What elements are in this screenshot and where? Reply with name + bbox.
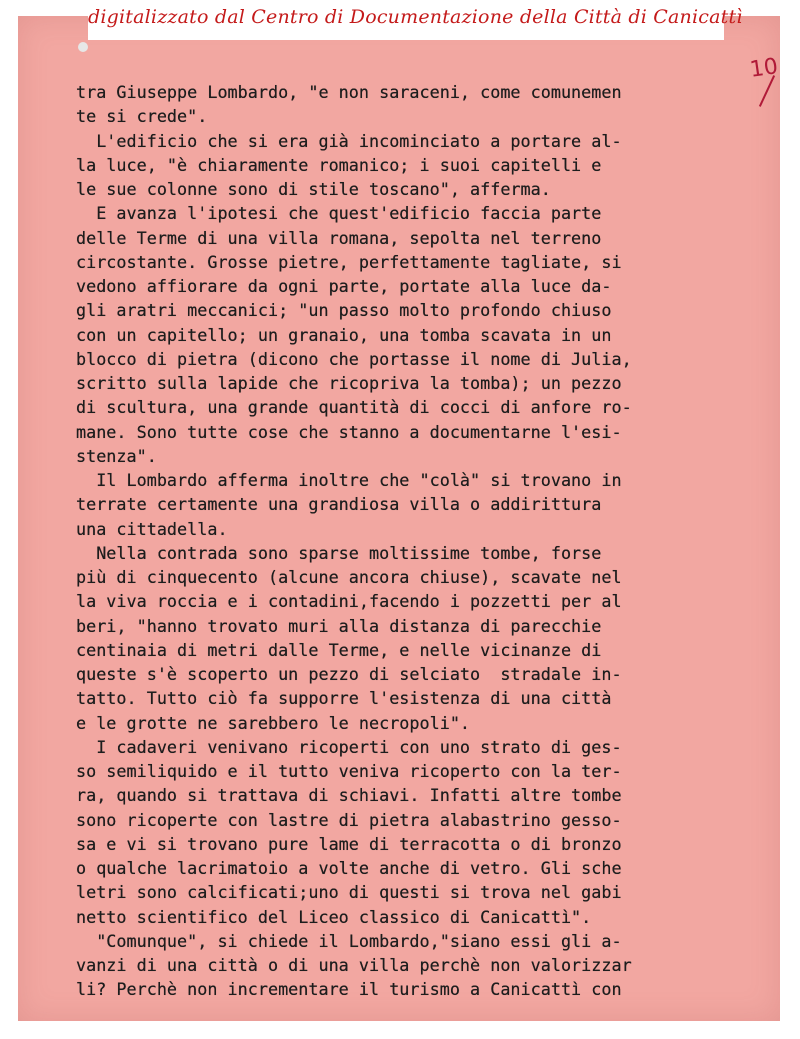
text-line: scritto sulla lapide che ricopriva la tomba); un pezzo [76, 373, 622, 393]
text-line: con un capitello; un granaio, una tomba scavata in un [76, 324, 612, 345]
text-line: e le grotte ne sarebbero le necropoli". [76, 712, 471, 733]
text-line: la luce, "è chiaramente romanico; i suoi capitelli e [76, 154, 602, 175]
text-line: vanzi di una città o di una villa perchè non valorizzar [76, 955, 632, 975]
text-line: te si crede". [76, 106, 208, 127]
punch-hole [78, 42, 88, 52]
text-line: sa e vi si trovano pure lame di terracotta o di bronzo [76, 833, 622, 854]
text-line: "Comunque", si chiede il Lombardo,"siano essi gli a- [76, 930, 622, 951]
text-line: tra Giuseppe Lombardo, "e non saraceni, come comunemen [76, 82, 622, 102]
text-line: una cittadella. [76, 518, 228, 539]
text-line: delle Terme di una villa romana, sepolta nel terreno [76, 227, 602, 248]
text-line: sono ricoperte con lastre di pietra alabastrino gesso- [76, 809, 622, 830]
text-line: mane. Sono tutte cose che stanno a documentarne l'esi- [76, 421, 622, 442]
text-line: terrate certamente una grandiosa villa o addirittura [76, 494, 602, 515]
text-line: ra, quando si trattava di schiavi. Infatti altre tombe [76, 785, 622, 806]
text-line: più di cinquecento (alcune ancora chiuse), scavate nel [76, 567, 622, 587]
text-line: o qualche lacrimatoio a volte anche di vetro. Gli sche [76, 858, 622, 878]
text-line: circostante. Grosse pietre, perfettamente tagliate, si [76, 251, 622, 272]
text-line: Il Lombardo afferma inoltre che "colà" si trovano in [76, 470, 622, 490]
text-line: I cadaveri venivano ricoperti con uno strato di ges- [76, 736, 622, 757]
text-line: le sue colonne sono di stile toscano", afferma. [76, 179, 551, 199]
typewritten-text [76, 80, 776, 1002]
text-line: beri, "hanno trovato muri alla distanza di parecchie [76, 615, 602, 636]
text-line: centinaia di metri dalle Terme, e nelle vicinanze di [76, 639, 602, 660]
text-line: la viva roccia e i contadini,facendo i pozzetti per al [76, 591, 622, 612]
text-line: E avanza l'ipotesi che quest'edificio faccia parte [76, 203, 602, 224]
text-line: letri sono calcificati;uno di questi si trova nel gabi [76, 882, 622, 903]
text-line: Nella contrada sono sparse moltissime tombe, forse [76, 542, 602, 563]
text-line: so semiliquido e il tutto veniva ricoperto con la ter- [76, 761, 622, 781]
text-line: queste s'è scoperto un pezzo di selciato stradale in- [76, 664, 622, 684]
text-line: L'edificio che si era già incominciato a portare al- [76, 130, 622, 151]
text-line: di scultura, una grande quantità di cocci di anfore ro- [76, 397, 632, 418]
text-line: gli aratri meccanici; "un passo molto profondo chiuso [76, 300, 612, 321]
text-line: blocco di pietra (dicono che portasse il nome di Julia, [76, 348, 632, 369]
text-line: li? Perchè non incrementare il turismo a Canicattì con [76, 979, 622, 1000]
paper-sheet [18, 16, 780, 1021]
digitization-banner: digitalizzato dal Centro di Documentazione della Città di Canicattì [88, 4, 724, 40]
text-line: stenza". [76, 445, 157, 466]
text-line: netto scientifico del Liceo classico di Canicattì". [76, 906, 592, 927]
text-line: vedono affiorare da ogni parte, portate alla luce da- [76, 276, 612, 296]
page-number: 10 [748, 54, 780, 83]
text-line: tatto. Tutto ciò fa supporre l'esistenza di una città [76, 688, 612, 709]
